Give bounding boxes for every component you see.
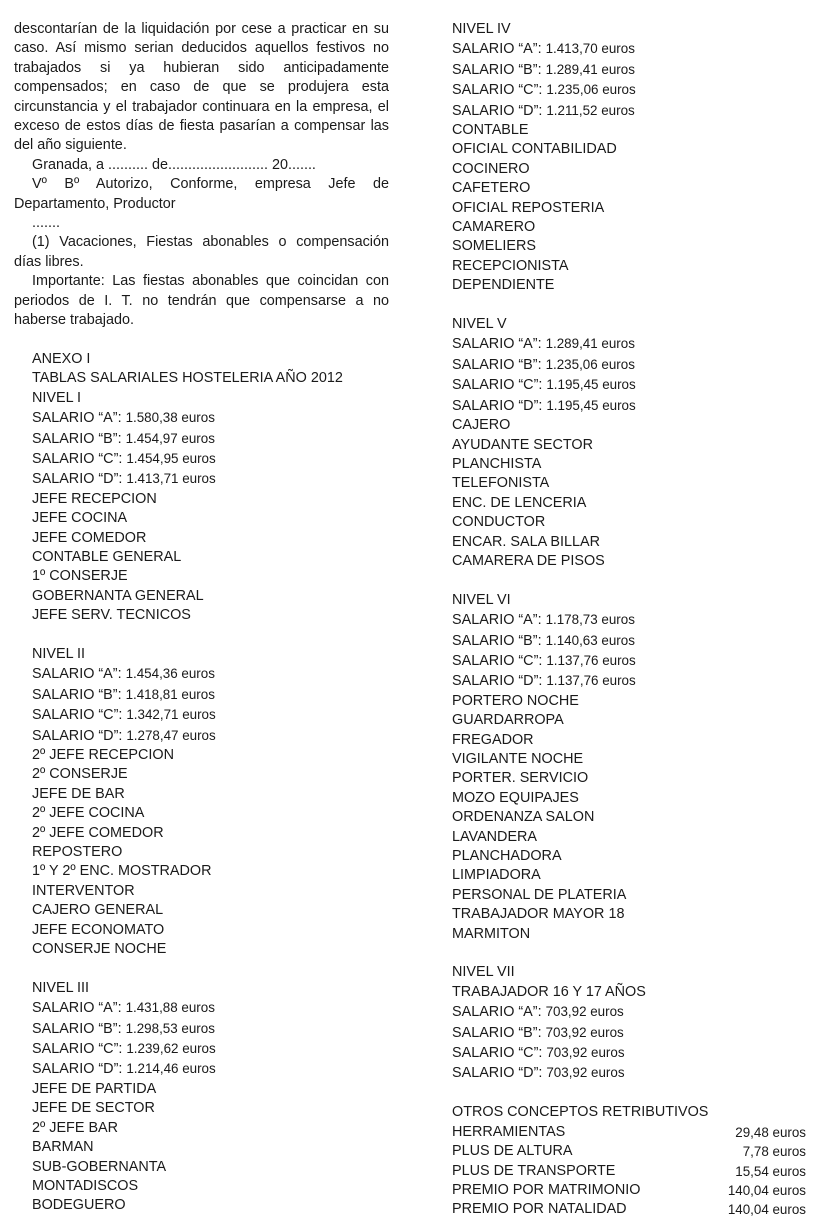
annex-section <box>14 350 389 389</box>
job-item: 2º JEFE RECEPCION <box>32 747 174 763</box>
job-item: BODEGUERO <box>32 1197 126 1214</box>
level-5 <box>452 315 806 571</box>
job-item: PORTERO NOCHE <box>452 692 579 709</box>
job-item: GOBERNANTA GENERAL <box>32 587 204 604</box>
footnote: (1) Vacaciones, Fiestas abonables o compensación días libres. <box>14 234 389 270</box>
salary-c: SALARIO “C”: 1.195,45 euros <box>452 377 636 394</box>
job-item: 2º JEFE BAR <box>32 1119 119 1136</box>
salary-a: SALARIO “A”: 1.289,41 euros <box>452 336 635 353</box>
job-item: JEFE COMEDOR <box>32 529 147 546</box>
salary-c: SALARIO “C”: 1.342,71 euros <box>32 707 216 724</box>
level-name: NIVEL V <box>452 316 507 333</box>
salary-b: SALARIO “B”: 1.289,41 euros <box>452 61 635 78</box>
other-concepts-title: OTROS CONCEPTOS RETRIBUTIVOS <box>452 1104 709 1121</box>
job-item: COCINERO <box>452 160 530 177</box>
left-column <box>14 20 389 1216</box>
job-item: JEFE ECONOMATO <box>32 921 165 938</box>
salary-d: SALARIO “D”: 1.211,52 euros <box>452 102 635 119</box>
job-item: ENC. DE LENCERIA <box>452 494 587 511</box>
level-subtitle: TRABAJADOR 16 Y 17 AÑOS <box>452 983 646 1000</box>
salary-c: SALARIO “C”: 703,92 euros <box>452 1045 625 1062</box>
job-item: SOMELIERS <box>452 238 536 255</box>
annex-label: ANEXO I <box>32 350 91 367</box>
job-item: LIMPIADORA <box>452 867 541 884</box>
level-2 <box>14 645 389 960</box>
job-item: 1º CONSERJE <box>32 568 128 585</box>
salary-b: SALARIO “B”: 1.418,81 euros <box>32 686 215 703</box>
job-item: OFICIAL REPOSTERIA <box>452 199 605 216</box>
salary-a: SALARIO “A”: 1.413,70 euros <box>452 41 635 58</box>
job-item: JEFE RECEPCION <box>32 490 157 507</box>
important-note: Importante: Las fiestas abonables que coincidan con periodos de I. T. no tendrán que compensarse a no haberse trabajado. <box>14 273 389 329</box>
salary-b: SALARIO “B”: 1.454,97 euros <box>32 430 215 447</box>
salary-d: SALARIO “D”: 1.195,45 euros <box>452 397 636 414</box>
level-name: NIVEL VII <box>452 964 515 981</box>
job-item: ORDENANZA SALON <box>452 809 595 826</box>
job-item: INTERVENTOR <box>32 882 135 899</box>
job-item: REPOSTERO <box>32 844 123 861</box>
level-7 <box>452 963 806 1083</box>
salary-a: SALARIO “A”: 1.454,36 euros <box>32 666 215 683</box>
intro-paragraph: descontarían de la liquidación por cese a practicar en su caso. Así mismo serian deducidos aquellos festivos no trabajados si ya hubieran sido anticipadamente compensados; en caso de que se produjera esta circunstancia y el trabajador continuara en la empresa, el exceso de estos días de fiesta pasarían a compensar las del año siguiente. <box>14 21 389 154</box>
level-name: NIVEL I <box>32 389 82 406</box>
salary-d: SALARIO “D”: 1.278,47 euros <box>32 727 216 744</box>
salary-c: SALARIO “C”: 1.454,95 euros <box>32 450 216 467</box>
salary-a: SALARIO “A”: 703,92 euros <box>452 1004 624 1021</box>
salary-c: SALARIO “C”: 1.137,76 euros <box>452 652 636 669</box>
job-item: CONDUCTOR <box>452 514 546 531</box>
job-item: FREGADOR <box>452 731 534 748</box>
salary-d: SALARIO “D”: 1.413,71 euros <box>32 471 216 488</box>
job-item: MARMITON <box>452 925 531 942</box>
job-item: LAVANDERA <box>452 828 538 845</box>
job-item: MONTADISCOS <box>32 1177 139 1194</box>
salary-b: SALARIO “B”: 703,92 euros <box>452 1024 624 1041</box>
salary-b: SALARIO “B”: 1.235,06 euros <box>452 356 635 373</box>
job-item: BARMAN <box>32 1139 94 1156</box>
dots-line: ....... <box>32 215 60 232</box>
level-name: NIVEL VI <box>452 591 511 608</box>
concept-row: PLUS DE TRANSPORTE 15,54 euros <box>452 1162 806 1179</box>
job-item: 2º JEFE COMEDOR <box>32 824 164 841</box>
level-name: NIVEL IV <box>452 21 511 37</box>
job-item: JEFE COCINA <box>32 510 128 527</box>
salary-b: SALARIO “B”: 1.298,53 euros <box>32 1020 215 1037</box>
job-item: OFICIAL CONTABILIDAD <box>452 141 617 158</box>
job-item: 2º CONSERJE <box>32 766 128 783</box>
job-item: ENCAR. SALA BILLAR <box>452 533 600 550</box>
job-item: VIGILANTE NOCHE <box>452 751 584 767</box>
job-item: JEFE SERV. TECNICOS <box>32 607 191 624</box>
job-item: TELEFONISTA <box>452 475 550 492</box>
job-item: CAJERO <box>452 417 511 434</box>
job-item: CAFETERO <box>452 180 531 197</box>
concept-row: HERRAMIENTAS 29,48 euros <box>452 1123 806 1140</box>
job-item: 2º JEFE COCINA <box>32 805 145 822</box>
date-line: Granada, a .......... de......................... 20....... <box>32 156 316 173</box>
job-item: JEFE DE SECTOR <box>32 1100 155 1117</box>
salary-d: SALARIO “D”: 703,92 euros <box>452 1065 625 1082</box>
job-item: CAJERO GENERAL <box>32 902 164 919</box>
job-item: JEFE DE PARTIDA <box>32 1080 157 1097</box>
salary-c: SALARIO “C”: 1.235,06 euros <box>452 82 636 99</box>
job-item: CONTABLE GENERAL <box>32 548 182 565</box>
job-item: RECEPCIONISTA <box>452 257 569 274</box>
salary-d: SALARIO “D”: 1.137,76 euros <box>452 673 636 690</box>
level-1 <box>14 389 389 626</box>
right-column <box>452 20 806 1220</box>
job-item: PORTER. SERVICIO <box>452 770 589 787</box>
job-item: PLANCHADORA <box>452 848 562 865</box>
job-item: MOZO EQUIPAJES <box>452 789 579 806</box>
job-item: CONTABLE <box>452 122 529 139</box>
level-4 <box>452 20 806 296</box>
level-6 <box>452 591 806 944</box>
level-3 <box>14 979 389 1216</box>
level-name: NIVEL II <box>32 645 86 662</box>
job-item: PLANCHISTA <box>452 455 542 472</box>
salary-d: SALARIO “D”: 1.214,46 euros <box>32 1061 216 1078</box>
job-item: CONSERJE NOCHE <box>32 941 167 958</box>
salary-a: SALARIO “A”: 1.431,88 euros <box>32 1000 215 1017</box>
annex-title: TABLAS SALARIALES HOSTELERIA AÑO 2012 <box>32 370 343 387</box>
job-item: 1º Y 2º ENC. MOSTRADOR <box>32 863 212 880</box>
concept-row: PLUS DE ALTURA 7,78 euros <box>452 1143 806 1160</box>
job-item: TRABAJADOR MAYOR 18 <box>452 906 625 923</box>
salary-a: SALARIO “A”: 1.580,38 euros <box>32 410 215 427</box>
salary-b: SALARIO “B”: 1.140,63 euros <box>452 632 635 649</box>
salary-c: SALARIO “C”: 1.239,62 euros <box>32 1041 216 1058</box>
concept-row: PREMIO POR MATRIMONIO 140,04 euros <box>452 1181 806 1198</box>
job-item: DEPENDIENTE <box>452 277 555 294</box>
job-item: JEFE DE BAR <box>32 785 125 802</box>
other-concepts-section <box>452 1103 806 1219</box>
job-item: SUB-GOBERNANTA <box>32 1158 167 1175</box>
concept-row: PREMIO POR NATALIDAD 140,04 euros <box>452 1201 806 1218</box>
job-item: CAMARERA DE PISOS <box>452 552 605 569</box>
level-name: NIVEL III <box>32 979 90 996</box>
salary-a: SALARIO “A”: 1.178,73 euros <box>452 612 635 629</box>
signature-line: Vº Bº Autorizo, Conforme, empresa Jefe de Departamento, Productor <box>14 176 389 212</box>
job-item: AYUDANTE SECTOR <box>452 436 593 453</box>
job-item: CAMARERO <box>452 219 536 236</box>
job-item: GUARDARROPA <box>452 712 564 729</box>
job-item: PERSONAL DE PLATERIA <box>452 886 627 903</box>
